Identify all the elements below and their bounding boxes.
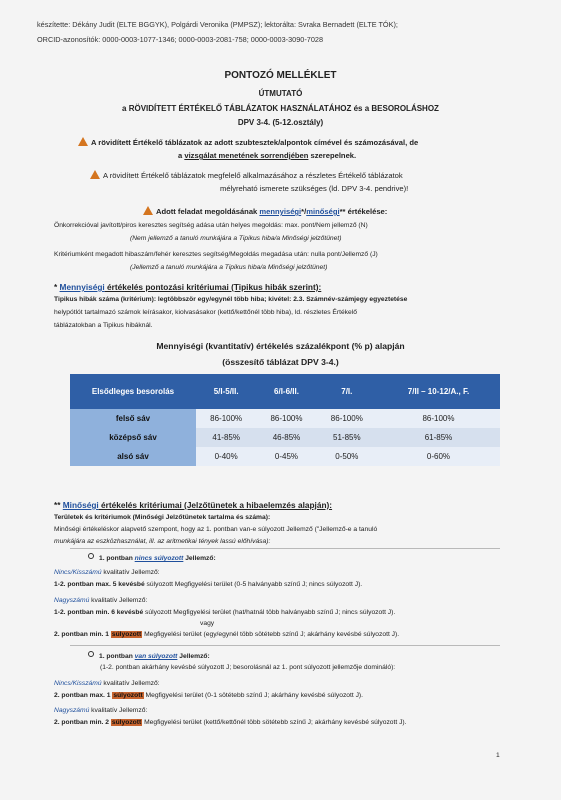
table-cell: 41-85% bbox=[196, 428, 256, 447]
table-header-cell: 5/I-5/II. bbox=[196, 374, 256, 409]
table-cell: 61-85% bbox=[377, 428, 500, 447]
nagy2-line: 2. pontban min. 2 súlyozott Megfigyelési terület (kettő/kettőnél több sötétebb színű J; akárhány kevésbé súlyozott J). bbox=[54, 719, 407, 726]
case-no-weighted: 1. pontban nincs súlyozott Jellemző: bbox=[88, 553, 216, 562]
quant-heading: * Mennyiségi értékelés pontozási kritériumai (Tipikus hibák szerint): bbox=[54, 282, 322, 292]
bullet-icon bbox=[88, 651, 94, 657]
warning-icon bbox=[78, 137, 88, 146]
orcid-line: ORCID-azonosítók: 0000-0003-1077-1346; 0000-0003-2081-758; 0000-0003-3090-7028 bbox=[37, 35, 324, 44]
table-subtitle: (összesítő táblázat DPV 3-4.) bbox=[222, 357, 339, 367]
or-text: vagy bbox=[200, 620, 215, 627]
warning-1-line-1: A rövidített Értékelő táblázatok az adott szubtesztek/alpontok címével és számozásával, de bbox=[78, 137, 418, 147]
quant-text-2: helypótlót tartalmazó számok leírásakor, kiolvasásakor (kettő/kettőnél több hiba), ld. részletes Értékelő bbox=[54, 309, 357, 316]
warning-2-line-1: A rövidített Értékelő táblázatok megfelelő alkalmazásához a részletes Értékelő táblázatok bbox=[90, 170, 403, 180]
table-row bbox=[70, 409, 500, 428]
nagy-line-2: 2. pontban min. 1 súlyozott Megfigyelési terület (egy/egynél több sötétebb színű J; akárhány kevésbé súlyozott J). bbox=[54, 631, 400, 638]
warning-icon bbox=[90, 170, 100, 179]
nincs-label: Nincs/Kisszámú kvalitatív Jellemző: bbox=[54, 569, 160, 576]
subtitle-dpv: DPV 3-4. (5-12.osztály) bbox=[237, 118, 324, 127]
quant-text-3: táblázatokban a Tipikus hibáknál. bbox=[54, 322, 153, 329]
page-number: 1 bbox=[496, 752, 500, 759]
case-weighted-note: (1-2. pontban akárhány kevésbé súlyozott J; besorolásnál az 1. pont súlyozott jellemzője domináló): bbox=[100, 664, 396, 671]
bullet-icon bbox=[88, 553, 94, 559]
table-cell: 86-100% bbox=[256, 409, 316, 428]
warning-3: Adott feladat megoldásának mennyiségi*/minőségi** értékelése: bbox=[143, 206, 387, 216]
row-label: felső sáv bbox=[70, 409, 196, 428]
nincs2-line: 2. pontban max. 1 súlyozott Megfigyelési terület (0-1 sötétebb színű J; akárhány kevésbé súlyozott J). bbox=[54, 692, 364, 699]
scoring-correct: Önkorrekcióval javított/piros keresztes segítség adása után helyes megoldás: max. pont/Nem jellemző (N) bbox=[54, 222, 368, 229]
classification-table bbox=[70, 374, 500, 466]
qual-line-1: Területek és kritériumok (Minőségi Jelzőtünetek tartalma és száma): bbox=[54, 514, 271, 521]
qual-line-2: Minőségi értékeléskor alapvető szempont, hogy az 1. pontban van-e súlyozott Jellemző ("Jellemző-e a tanuló bbox=[54, 526, 378, 533]
table-header-cell: 7/II – 10-12/A., F. bbox=[377, 374, 500, 409]
table-cell: 0-50% bbox=[317, 447, 377, 466]
warning-1-line-2: a vizsgálat menetének sorrendjében szerepelnek. bbox=[178, 151, 357, 160]
row-label: középső sáv bbox=[70, 428, 196, 447]
table-header-cell: Elsődleges besorolás bbox=[70, 374, 196, 409]
divider bbox=[70, 645, 500, 646]
table-cell: 0-40% bbox=[196, 447, 256, 466]
table-cell: 51-85% bbox=[317, 428, 377, 447]
scoring-correct-note: (Nem jellemző a tanuló munkájára a Tipikus hiba/a Minőségi jelzőtünet) bbox=[130, 235, 342, 242]
nagy-line-1: 1-2. pontban min. 6 kevésbé súlyozott Megfigyelési terület (hat/hatnál több halványabb színű J; nincs súlyozott J). bbox=[54, 609, 396, 616]
table-cell: 46-85% bbox=[256, 428, 316, 447]
page-title: PONTOZÓ MELLÉKLET bbox=[224, 70, 337, 81]
warning-icon bbox=[143, 206, 153, 215]
qual-heading: ** Minőségi értékelés kritériumai (Jelzőtünetek a hibaelemzés alapján): bbox=[54, 500, 333, 510]
table-cell: 0-60% bbox=[377, 447, 500, 466]
table-cell: 86-100% bbox=[317, 409, 377, 428]
quant-text-1: Tipikus hibák száma (kritérium): legtöbbször egy/egynél több hiba; kivétel: 2.3. Számnév-számjegy egyeztetése bbox=[54, 296, 408, 303]
table-title: Mennyiségi (kvantitatív) értékelés százalékpont (% p) alapján bbox=[156, 341, 405, 351]
qual-line-3: munkájára az eszközhasználat, ill. az aritmetikai tények lassú előhívása): bbox=[54, 538, 271, 545]
row-label: alsó sáv bbox=[70, 447, 196, 466]
nincs2-label: Nincs/Kisszámú kvalitatív Jellemző: bbox=[54, 680, 160, 687]
table-cell: 0-45% bbox=[256, 447, 316, 466]
case-weighted: 1. pontban van súlyozott Jellemző: bbox=[88, 651, 210, 660]
nagy-label: Nagyszámú kvalitatív Jellemző: bbox=[54, 597, 148, 604]
table-cell: 86-100% bbox=[377, 409, 500, 428]
nincs-line: 1-2. pontban max. 5 kevésbé súlyozott Megfigyelési terület (0-5 halványabb színű J; nincs súlyozott J). bbox=[54, 581, 363, 588]
scoring-criterion-note: (Jellemző a tanuló munkájára a Tipikus hiba/a Minőségi jelzőtünet) bbox=[130, 264, 328, 271]
table-row bbox=[70, 447, 500, 466]
table-header-row bbox=[70, 374, 500, 409]
subtitle-guide: ÚTMUTATÓ bbox=[258, 89, 303, 98]
divider bbox=[70, 548, 500, 549]
warning-2-line-2: mélyreható ismerete szükséges (ld. DPV 3-4. pendrive)! bbox=[220, 184, 409, 193]
table-header-cell: 7/I. bbox=[317, 374, 377, 409]
table-cell: 86-100% bbox=[196, 409, 256, 428]
author-line: készítette: Dékány Judit (ELTE BGGYK), Polgárdi Veronika (PMPSZ); lektorálta: Svraka Bernadett (ELTE TÓK); bbox=[37, 20, 398, 29]
subtitle-usage: a RÖVIDÍTETT ÉRTÉKELŐ TÁBLÁZATOK HASZNÁLATÁHOZ és a BESOROLÁSHOZ bbox=[122, 104, 439, 113]
table-row bbox=[70, 428, 500, 447]
scoring-criterion: Kritériumként megadott hibaszám/fehér keresztes segítség/Megoldás megadása után: nulla pont/Jellemző (J) bbox=[54, 251, 378, 258]
nagy2-label: Nagyszámú kvalitatív Jellemző: bbox=[54, 707, 148, 714]
table-header-cell: 6/I-6/II. bbox=[256, 374, 316, 409]
